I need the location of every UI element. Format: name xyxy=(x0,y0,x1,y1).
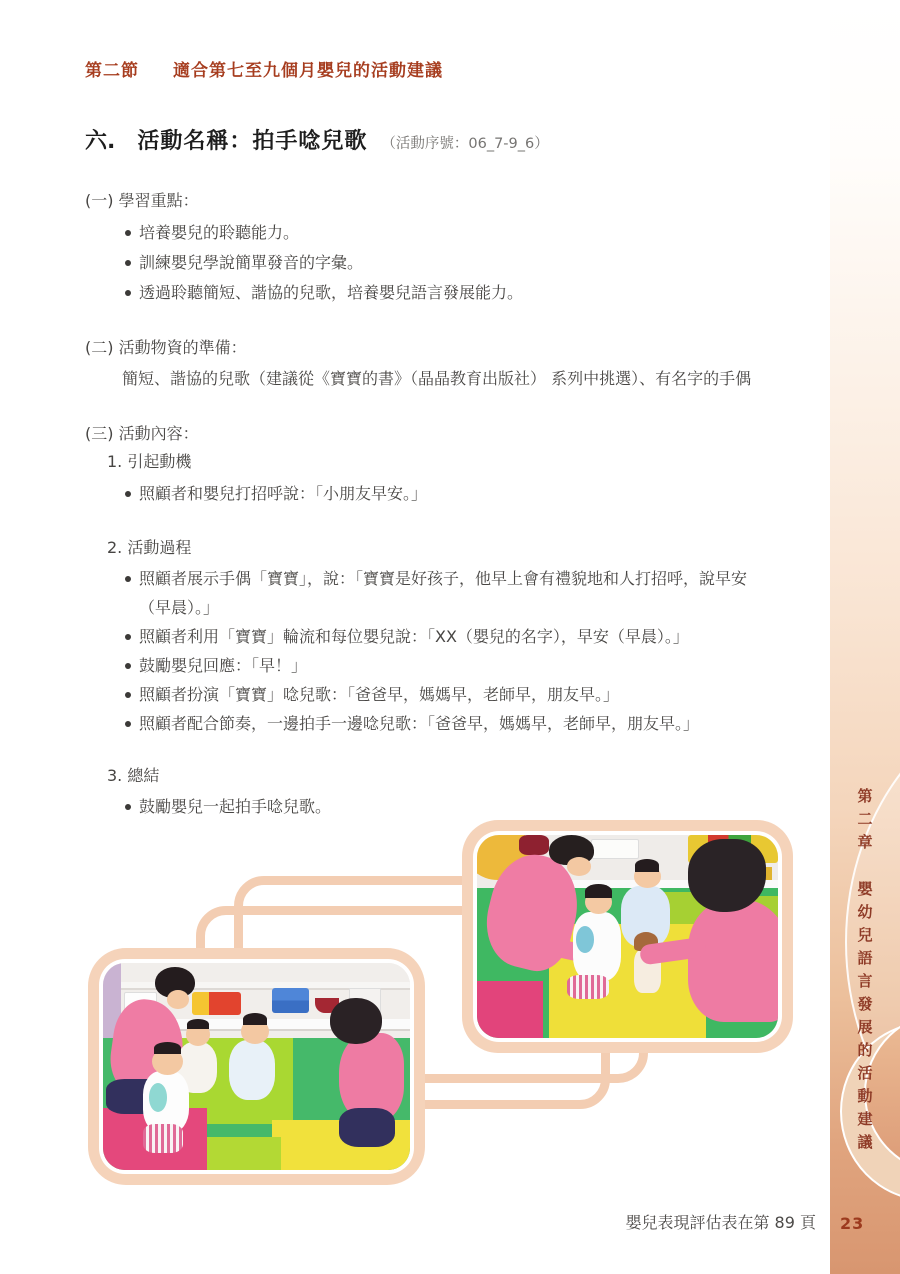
photo-baby-legs xyxy=(567,975,609,999)
chapter-number: 第二章 xyxy=(855,788,874,857)
photo-caregiver2-hair xyxy=(688,839,766,912)
list-item xyxy=(125,564,775,622)
bullet-dot xyxy=(125,663,131,669)
bullet-dot xyxy=(125,634,131,640)
bullet-text: 鼓勵嬰兒一起拍手唸兒歌。 xyxy=(139,797,332,816)
photo-toy-truck xyxy=(192,992,241,1015)
photo-baby-hair xyxy=(243,1013,268,1025)
learning-label: (一) 學習重點： xyxy=(85,191,199,210)
list-item xyxy=(125,680,775,709)
activity-title-row xyxy=(85,124,549,155)
photo-baby-hair xyxy=(635,859,659,871)
list-item xyxy=(125,792,825,822)
bullet-text: 照顧者扮演「寶寶」唸兒歌：「爸爸早，媽媽早，老師早，朋友早。」 xyxy=(139,685,620,704)
photo-baby-hair xyxy=(154,1042,182,1054)
summary-bullets xyxy=(125,792,825,822)
photo-basket xyxy=(591,839,638,859)
process-label: 2. 活動過程 xyxy=(107,538,192,557)
photo-caregiver2-legs xyxy=(339,1108,394,1147)
bullet-text: 照顧者和嬰兒打招呼說：「小朋友早安。」 xyxy=(139,484,428,503)
photo-card-inner xyxy=(473,831,782,1042)
photo-caregiver2-body xyxy=(688,900,778,1022)
list-item xyxy=(125,622,775,651)
bullet-dot xyxy=(125,692,131,698)
photo-toy-bins xyxy=(272,988,309,1013)
bullet-dot xyxy=(125,491,131,497)
photo-caregiver-face xyxy=(167,990,188,1009)
photo-baby-hair xyxy=(585,884,612,898)
list-item xyxy=(125,248,825,278)
activity-index: 六. xyxy=(85,129,116,154)
bullet-text: 訓練嬰兒學說簡單發音的字彙。 xyxy=(139,253,364,272)
photo-clapping-activity xyxy=(103,963,410,1170)
photo-card-right xyxy=(462,820,793,1053)
materials-label: (二) 活動物資的準備： xyxy=(85,338,247,357)
photo-caregiver-face xyxy=(567,857,591,875)
photo-baby-hair xyxy=(187,1019,208,1029)
photo-card-inner xyxy=(99,959,414,1174)
bullet-dot xyxy=(125,260,131,266)
photo-playmat-lime xyxy=(207,1137,281,1170)
activity-name: 活動名稱：拍手唸兒歌 xyxy=(137,129,368,154)
bullet-dot xyxy=(125,290,131,296)
photo-baby-legs xyxy=(143,1124,183,1153)
activity-serial: （活動序號：06_7-9_6） xyxy=(381,136,549,152)
motivation-bullets xyxy=(125,479,825,509)
bullet-text: 照顧者配合節奏，一邊拍手一邊唸兒歌：「爸爸早，媽媽早，老師早，朋友早。」 xyxy=(139,714,700,733)
list-item xyxy=(125,278,825,308)
list-item xyxy=(125,709,775,738)
process-bullets xyxy=(125,564,775,738)
list-item xyxy=(125,651,775,680)
bullet-text: 透過聆聽簡短、諧協的兒歌，培養嬰兒語言發展能力。 xyxy=(139,283,524,302)
motivation-label: 1. 引起動機 xyxy=(107,452,192,471)
photo-playmat-pink xyxy=(477,981,543,1038)
bullet-text: 培養嬰兒的聆聽能力。 xyxy=(139,223,300,242)
list-item xyxy=(125,479,825,509)
bullet-text: 照顧者展示手偶「寶寶」，說：「寶寶是好孩子，他早上會有禮貌地和人打招呼，說早安（早晨）。」 xyxy=(139,569,748,617)
chapter-title: 嬰幼兒語言發展的活動建議 xyxy=(855,881,874,1157)
photo-puppet-activity xyxy=(477,835,778,1038)
bullet-dot xyxy=(125,230,131,236)
page-number: 23 xyxy=(840,1214,865,1233)
photo-baby-body xyxy=(229,1040,275,1100)
bullet-dot xyxy=(125,804,131,810)
section-title: 適合第七至九個月嬰兒的活動建議 xyxy=(173,61,443,81)
photo-caregiver2-hair xyxy=(330,998,382,1044)
learning-bullets xyxy=(125,218,825,308)
photo-cushion xyxy=(519,835,549,855)
chapter-vertical-title xyxy=(855,788,876,1157)
photo-card-left xyxy=(88,948,425,1185)
section-number: 第二節 xyxy=(85,61,139,81)
summary-label: 3. 總結 xyxy=(107,766,160,785)
materials-body: 簡短、諧協的兒歌（建議從《寶寶的書》（晶晶教育出版社） 系列中挑選）、有名字的手偶 xyxy=(122,369,752,388)
bullet-text: 鼓勵嬰兒回應：「早！」 xyxy=(139,656,308,675)
list-item xyxy=(125,218,825,248)
assessment-note: 嬰兒表現評估表在第 89 頁 xyxy=(625,1213,816,1232)
bullet-dot xyxy=(125,721,131,727)
chapter-sidebar xyxy=(830,0,900,1274)
content-label: (三) 活動內容： xyxy=(85,424,199,443)
bullet-text: 照顧者利用「寶寶」輪流和每位嬰兒說：「XX（嬰兒的名字），早安（早晨）。」 xyxy=(139,627,689,646)
bullet-dot xyxy=(125,576,131,582)
section-header xyxy=(85,56,443,81)
